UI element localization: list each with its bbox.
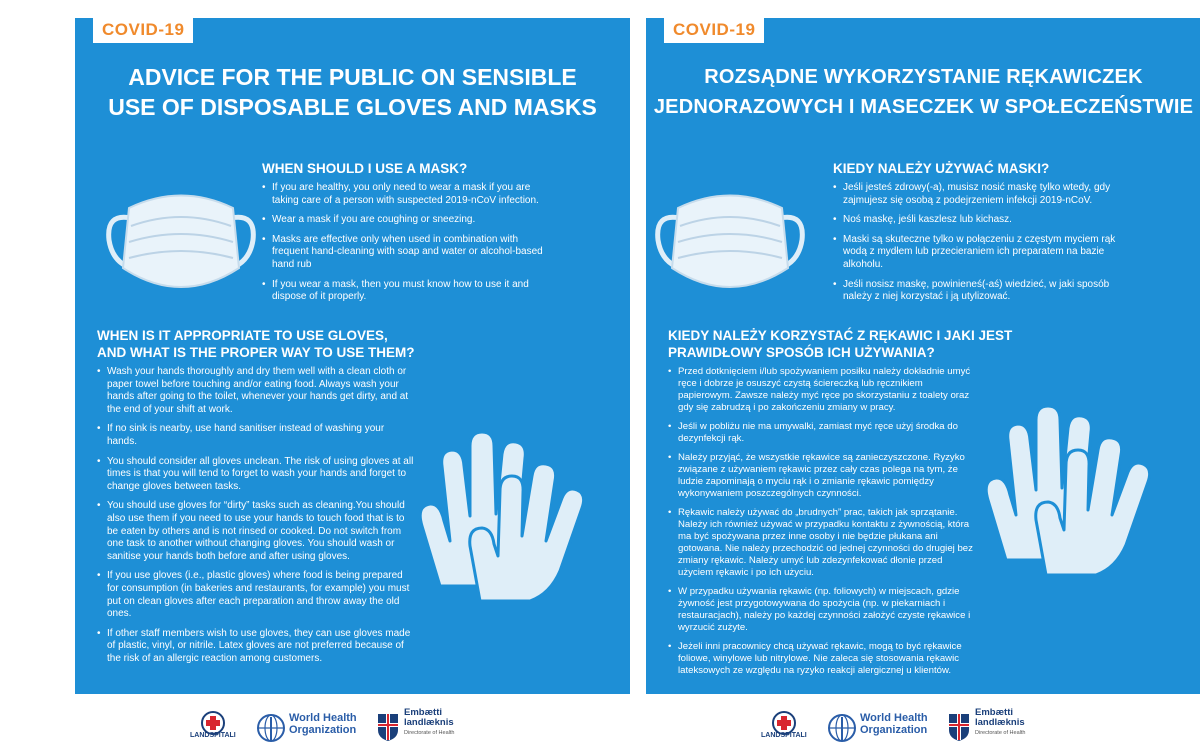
list-item: • If you are healthy, you only need to wear a mask if you are taking care of a person with suspected 2019-nCoV infection. (262, 182, 552, 207)
covid-tab: COVID-19 (664, 18, 764, 43)
list-item: • Wear a mask if you are coughing or sneezing. (262, 214, 552, 227)
mask-bullet-list (833, 182, 1133, 311)
face-mask-illustration (650, 178, 810, 308)
embaetti-wordmark (975, 708, 1025, 738)
poster-polish (646, 18, 1200, 694)
title-line-1: ROZSĄDNE WYKORZYSTANIE RĘKAWICZEK (704, 66, 1143, 88)
poster-title (646, 62, 1200, 122)
who-wordmark (289, 712, 357, 736)
gloves-bullet-list (668, 366, 973, 684)
list-item: • Maski są skuteczne tylko w połączeniu z częstym myciem rąk wodą z mydłem lub przecieraniem ich preparatem na bazie alkoholu. (833, 234, 1133, 272)
mask-heading: KIEDY NALEŻY UŻYWAĆ MASKI? (833, 161, 1050, 176)
covid-tab: COVID-19 (93, 18, 193, 43)
list-item: • You should consider all gloves unclean. The risk of using gloves at all times is that you will tend to forget to wash your hands and forget to change gloves between tasks. (97, 456, 415, 494)
mask-heading: WHEN SHOULD I USE A MASK? (262, 161, 468, 176)
gloves-heading-line-1: WHEN IS IT APPROPRIATE TO USE GLOVES, (97, 328, 388, 343)
list-item: • Noś maskę, jeśli kaszlesz lub kichasz. (833, 214, 1133, 227)
list-item: • Jeśli nosisz maskę, powinieneś(-aś) wiedzieć, w jaki sposób należy z niej korzystać i ją utylizować. (833, 279, 1133, 304)
gloves-bullet-list (97, 366, 415, 672)
emb-subtitle: Directorate of Health (404, 730, 455, 736)
iceland-crest-icon (376, 706, 400, 746)
who-wordmark (860, 712, 928, 736)
who-line-2: Organization (860, 724, 928, 736)
poster-title (75, 62, 630, 122)
face-mask-illustration (101, 178, 261, 308)
list-item: • If no sink is nearby, use hand sanitiser instead of washing your hands. (97, 423, 415, 448)
landspitali-label: LANDSPÍTALI (761, 732, 807, 739)
emb-line-1: Embætti (975, 707, 1013, 718)
who-line-1: World Health (289, 712, 357, 724)
gloves-heading-line-1: KIEDY NALEŻY KORZYSTAĆ Z RĘKAWIC I JAKI JEST (668, 328, 1013, 343)
embaetti-wordmark (404, 708, 454, 738)
who-line-1: World Health (860, 712, 928, 724)
gloves-heading (668, 327, 1012, 361)
gloves-illustration (410, 406, 590, 606)
list-item: • Jeśli jesteś zdrowy(-a), musisz nosić maskę tylko wtedy, gdy zajmujesz się osobą z podejrzeniem infekcji 2019-nCoV. (833, 182, 1133, 207)
logo-row (761, 704, 1061, 744)
gloves-heading-line-2: AND WHAT IS THE PROPER WAY TO USE THEM? (97, 345, 415, 360)
list-item: • Należy przyjąć, że wszystkie rękawice są zanieczyszczone. Ryzyko związane z używaniem rękawic przez cały czas polega na tym, że ludzie zapominają o myciu rąk i o zmianie rękawic pomiędzy wykonywaniem poszczególnych czynności. (668, 452, 973, 500)
emb-line-2: landlæknis (404, 717, 454, 728)
landspitali-label: LANDSPÍTALI (190, 732, 236, 739)
list-item: • Jeżeli inni pracownicy chcą używać rękawic, mogą to być rękawice foliowe, winylowe lub nitrylowe. Nie zaleca się stosowania rękawic lateksowych ze względu na ryzyko reakcji alergicznej u klientów. (668, 641, 973, 677)
title-line-2: JEDNORAZOWYCH I MASECZEK W SPOŁECZEŃSTWIE (653, 96, 1194, 118)
title-line-2: USE OF DISPOSABLE GLOVES AND MASKS (108, 94, 597, 120)
who-line-2: Organization (289, 724, 357, 736)
list-item: • You should use gloves for “dirty” tasks such as cleaning.You should also use them if you need to use your hands to touch food that is to be eaten by others and is not rinsed or cooked. Do not switch from one task to another without changing gloves. You should wash or sanitise your hands both before and after using gloves. (97, 500, 415, 563)
who-emblem-icon (256, 708, 286, 748)
logo-row (190, 704, 490, 744)
list-item: • Jeśli w pobliżu nie ma umywalki, zamiast myć ręce użyj środka do dezynfekcji rąk. (668, 421, 973, 445)
list-item: • If other staff members wish to use gloves, they can use gloves made of plastic, vinyl, or nitrile. Latex gloves are not preferred because of the risk of an allergic reaction among customers. (97, 628, 415, 666)
who-emblem-icon (827, 708, 857, 748)
emb-subtitle: Directorate of Health (975, 730, 1026, 736)
emb-line-1: Embætti (404, 707, 442, 718)
list-item: • Rękawic należy używać do „brudnych” prac, takich jak sprzątanie. Należy ich również używać w przypadku kontaktu z żywnością, która ma być spożywana przez inne osoby i nie będzie płukana ani gotowana. Nie należy przechodzić od jednej czynności do drugiej bez zmiany rękawic. Należy umyć lub zdezynfekować dłonie przed użyciem rękawic i po ich użyciu. (668, 507, 973, 579)
emb-line-2: landlæknis (975, 717, 1025, 728)
list-item: • If you use gloves (i.e., plastic gloves) where food is being prepared for consumption (in bakeries and restaurants, for example) you must put on clean gloves after each preparation and throw away the old ones. (97, 570, 415, 620)
list-item: • Masks are effective only when used in combination with frequent hand-cleaning with soap and water or alcohol-based hand rub (262, 234, 552, 272)
title-line-1: ADVICE FOR THE PUBLIC ON SENSIBLE (128, 64, 577, 90)
gloves-illustration (976, 380, 1156, 580)
gloves-heading-line-2: PRAWIDŁOWY SPOSÓB ICH UŻYWANIA? (668, 345, 935, 360)
list-item: • W przypadku używania rękawic (np. foliowych) w miejscach, gdzie żywność jest przygotowywana do spożycia (np. w piekarniach i restauracjach), należy po każdej czynności założyć czyste rękawice i wyrzucić zużyte. (668, 586, 973, 634)
list-item: • Wash your hands thoroughly and dry them well with a clean cloth or paper towel before touching and/or eating food. Always wash your hands after going to the toilet, whenever your hands get dirty, and at the end of your shift at work. (97, 366, 415, 416)
mask-bullet-list (262, 182, 552, 311)
list-item: • If you wear a mask, then you must know how to use it and dispose of it properly. (262, 279, 552, 304)
poster-english (75, 18, 630, 694)
iceland-crest-icon (947, 706, 971, 746)
list-item: • Przed dotknięciem i/lub spożywaniem posiłku należy dokładnie umyć ręce i dobrze je osuszyć czystą ściereczką lub ręcznikiem papierowym. Zawsze należy myć ręce po skorzystaniu z toalety oraz gdy się zabrudzą i po zakończeniu zmiany w pracy. (668, 366, 973, 414)
gloves-heading (97, 327, 415, 361)
